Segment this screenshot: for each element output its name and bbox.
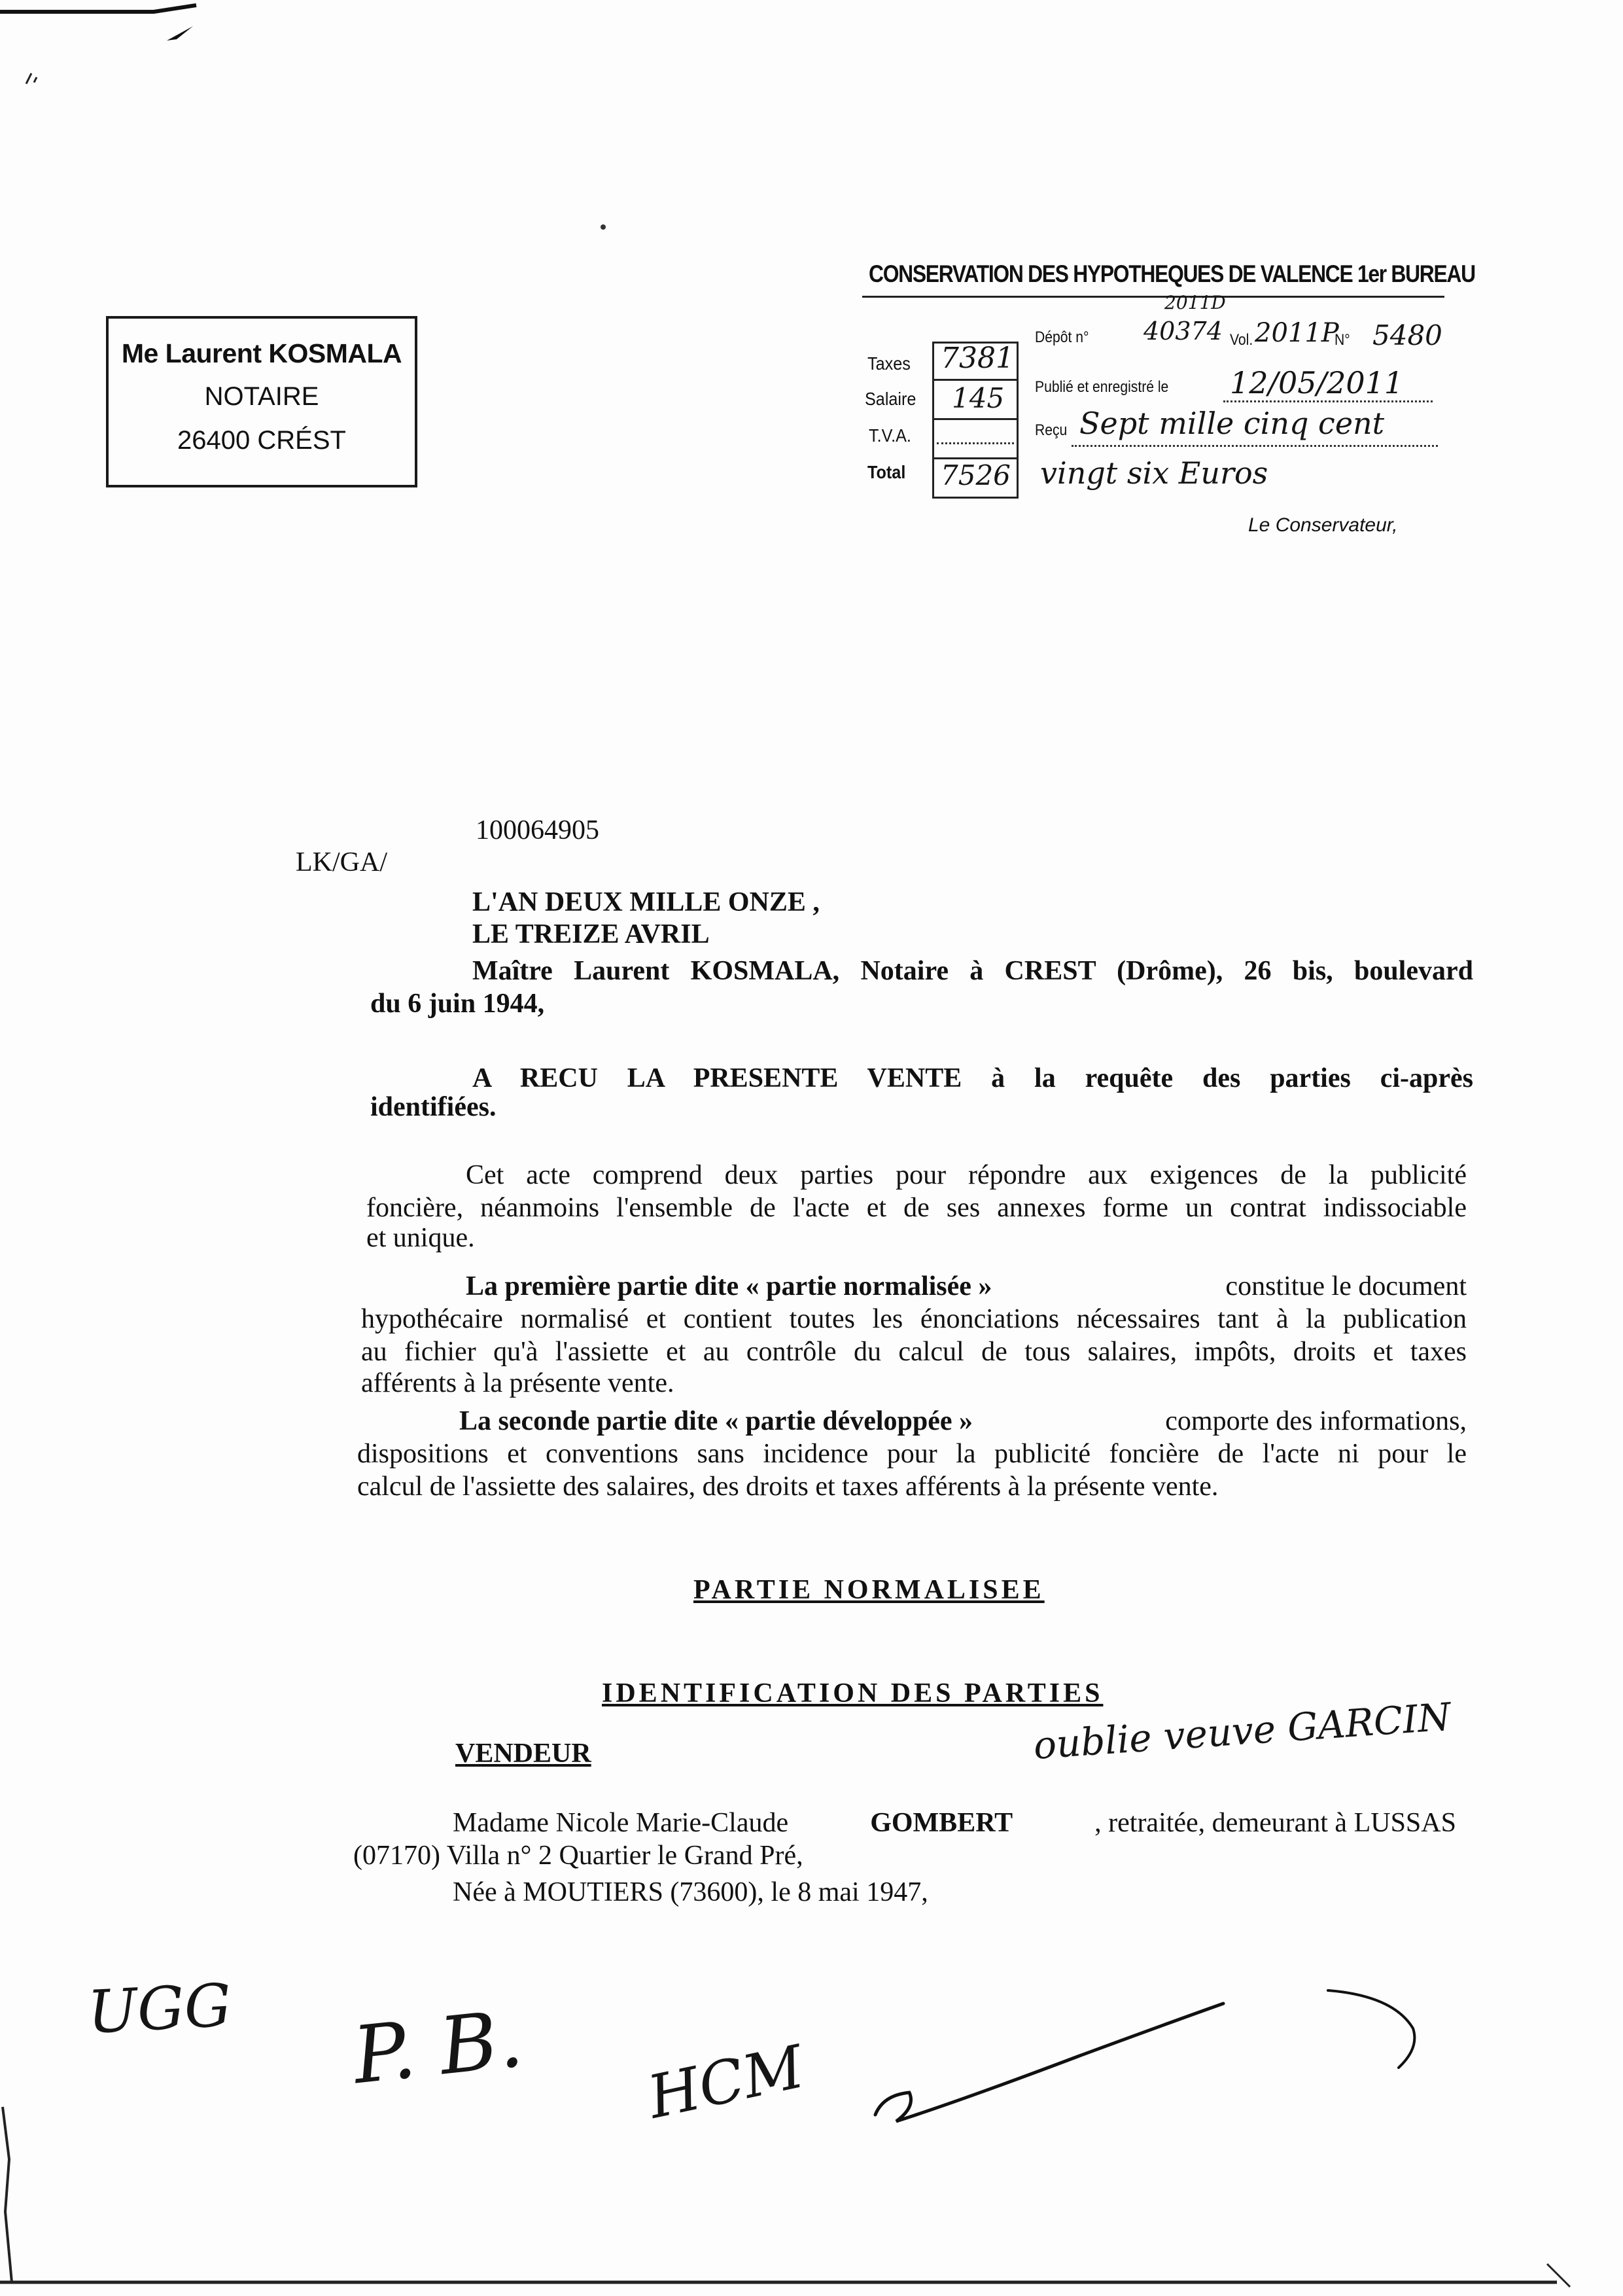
notary-city: 26400 CRÉST <box>177 426 346 455</box>
vendeur-line1-end: , retraitée, demeurant à LUSSAS <box>1094 1808 1456 1838</box>
signature-scribble <box>870 1969 1446 2159</box>
scan-mark-left <box>3 2107 12 2282</box>
value-date: 12/05/2011 <box>1230 365 1404 400</box>
label-publie: Publié et enregistré le <box>1035 378 1169 396</box>
label-depot: Dépôt n° <box>1035 328 1089 346</box>
intro-p3-bold: La seconde partie dite « partie développée » <box>459 1406 973 1436</box>
registry-stamp-title: CONSERVATION DES HYPOTHEQUES DE VALENCE 1er BUREAU <box>869 260 1475 287</box>
label-salaire: Salaire <box>865 389 916 409</box>
vendeur-line2: (07170) Villa n° 2 Quartier le Grand Pré, <box>353 1841 803 1871</box>
publie-dotted-line <box>1223 400 1433 402</box>
vendeur-name: GOMBERT <box>870 1808 1013 1838</box>
initials-ugg: UGG <box>86 1971 234 2047</box>
notary-title: NOTAIRE <box>204 382 319 411</box>
value-total: 7526 <box>941 459 1011 491</box>
value-depot-number: 40374 <box>1143 317 1223 345</box>
scan-mark-tick <box>26 73 37 84</box>
notary-line: Maître Laurent KOSMALA, Notaire à CREST (Drôme), 26 bis, boulevard <box>472 956 1473 986</box>
intro-p3-line1 <box>459 1405 1467 1438</box>
section-title: PARTIE NORMALISEE <box>693 1575 1045 1605</box>
recu-line-2: identifiées. <box>370 1092 497 1122</box>
intro-p2-line3: au fichier qu'à l'assiette et au contrôle du calcul de tous salaires, impôts, droits et taxes <box>361 1337 1467 1367</box>
label-total: Total <box>867 462 906 482</box>
vendeur-line1 <box>453 1807 1456 1839</box>
deed-year: L'AN DEUX MILLE ONZE , <box>472 887 820 917</box>
subsection-title: IDENTIFICATION DES PARTIES <box>602 1678 1104 1708</box>
vendeur-label: VENDEUR <box>455 1739 591 1769</box>
intro-p3-line3: calcul de l'assiette des salaires, des droits et taxes afférents à la présente vente. <box>357 1472 1219 1502</box>
value-salaire: 145 <box>952 382 1005 414</box>
deed-date: LE TREIZE AVRIL <box>472 919 710 949</box>
notary-line-end: du 6 juin 1944, <box>370 989 545 1019</box>
value-depot-above: 2011D <box>1164 292 1226 313</box>
label-recu: Reçu <box>1035 421 1068 439</box>
vendeur-line1-start: Madame Nicole Marie-Claude <box>453 1808 789 1838</box>
scan-mark-top <box>0 5 196 12</box>
tva-dotted-line <box>937 442 1014 444</box>
reference-number: 100064905 <box>476 815 599 845</box>
label-vol: Vol. <box>1230 331 1253 349</box>
intro-p2-line1 <box>466 1271 1467 1303</box>
scan-mark-pen <box>167 26 193 41</box>
initials-code: LK/GA/ <box>296 847 387 877</box>
intro-p1-line3: et unique. <box>366 1223 475 1253</box>
intro-p1-line2: foncière, néanmoins l'ensemble de l'acte et de ses annexes forme un contrat indissociable <box>366 1193 1467 1223</box>
value-n: 5480 <box>1372 319 1442 351</box>
label-tva: T.V.A. <box>869 425 911 446</box>
intro-p2-line4: afférents à la présente vente. <box>361 1368 674 1398</box>
handwritten-note: oublie veuve GARCIN <box>1032 1694 1452 1768</box>
scan-dot <box>601 224 606 230</box>
notary-name: Me Laurent KOSMALA <box>121 338 402 368</box>
value-recu-line2: vingt six Euros <box>1040 455 1268 491</box>
intro-p2-line2: hypothécaire normalisé et contient toutes les énonciations nécessaires tant à la publication <box>361 1304 1467 1334</box>
notary-stamp <box>106 316 417 487</box>
initials-pb: P. B. <box>349 1993 527 2102</box>
intro-p1-line1: Cet acte comprend deux parties pour répondre aux exigences de la publicité <box>466 1160 1467 1190</box>
box-tva <box>932 420 1019 459</box>
initials-hcm: HCM <box>642 2032 810 2132</box>
conservateur-label: Le Conservateur, <box>1248 514 1398 536</box>
intro-p3-line2: dispositions et conventions sans incidence pour la publicité foncière de l'acte ni pour le <box>357 1439 1467 1469</box>
intro-p2-bold: La première partie dite « partie normalisée » <box>466 1271 992 1301</box>
value-taxes: 7381 <box>941 342 1014 375</box>
label-n: N° <box>1335 331 1350 349</box>
recu-dotted-line <box>1072 445 1438 447</box>
value-vol: 2011P <box>1255 318 1339 348</box>
label-taxes: Taxes <box>867 353 911 374</box>
registry-stamp-rule <box>862 296 1444 298</box>
intro-p2-rest: constitue le document <box>1225 1271 1467 1301</box>
intro-p3-rest: comporte des informations, <box>1165 1406 1467 1436</box>
vendeur-line3: Née à MOUTIERS (73600), le 8 mai 1947, <box>453 1877 928 1907</box>
recu-line-1: A RECU LA PRESENTE VENTE à la requête des parties ci-après <box>472 1063 1473 1093</box>
value-recu-line1: Sept mille cinq cent <box>1079 406 1385 441</box>
